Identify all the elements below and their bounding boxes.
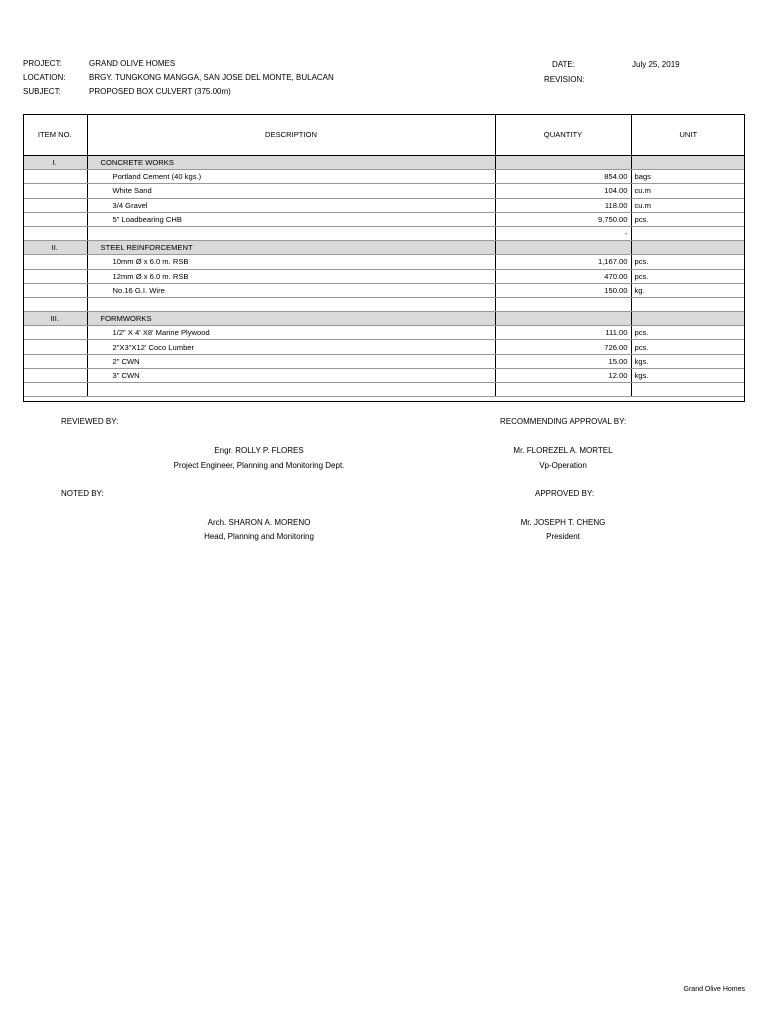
description-cell: CONCRETE WORKS [87,156,495,170]
quantity-cell [495,312,631,326]
quantity-cell: 111.00 [495,326,631,340]
description-cell: 1/2" X 4' X8' Marine Plywood [87,326,495,340]
quantity-cell [495,241,631,255]
quantity-cell: 854.00 [495,170,631,184]
bill-of-quantities-table [23,114,745,397]
unit-cell [631,226,745,240]
unit-cell [631,297,745,311]
item-no-cell [23,354,87,368]
item-no-cell [23,297,87,311]
quantity-cell: 15.00 [495,354,631,368]
date-label: DATE: [552,60,575,69]
quantity-cell: 118.00 [495,198,631,212]
unit-cell [631,241,745,255]
quantity-cell: 12.00 [495,368,631,382]
column-header-unit: UNIT [631,114,745,156]
quantity-cell: 726.00 [495,340,631,354]
table-row [23,383,745,397]
description-cell: 2"X3"X12' Coco Lumber [87,340,495,354]
unit-cell: cu.m [631,184,745,198]
section-row [23,312,745,326]
unit-cell: pcs. [631,326,745,340]
column-header-item-no: ITEM NO. [23,114,87,156]
item-no-cell [23,368,87,382]
quantity-cell: 150.00 [495,283,631,297]
description-cell: Portland Cement (40 kgs.) [87,170,495,184]
subject-value: PROPOSED BOX CULVERT (375.00m) [89,87,231,96]
table-row [23,368,745,382]
quantity-cell [495,156,631,170]
item-no-cell: II. [23,241,87,255]
table-row [23,283,745,297]
approver-title: President [546,532,580,541]
recommending-approval-label: RECOMMENDING APPROVAL BY: [500,417,627,426]
unit-cell: kg. [631,283,745,297]
description-cell: No.16 G.I. Wire [87,283,495,297]
quantity-cell [495,383,631,397]
project-value: GRAND OLIVE HOMES [89,59,176,68]
description-cell [87,383,495,397]
table-row [23,212,745,226]
description-cell [87,226,495,240]
item-no-cell: I. [23,156,87,170]
recommender-name: Mr. FLOREZEL A. MORTEL [513,446,613,455]
recommender-title: Vp-Operation [539,461,587,470]
project-label: PROJECT: [23,59,62,68]
quantity-cell: 470.00 [495,269,631,283]
item-no-cell [23,269,87,283]
quantity-cell: 1,167.00 [495,255,631,269]
table-row [23,255,745,269]
description-cell: 12mm Ø x 6.0 m. RSB [87,269,495,283]
unit-cell [631,312,745,326]
reviewer-title: Project Engineer, Planning and Monitoring Dept. [173,461,345,470]
reviewed-by-label: REVIEWED BY: [61,417,119,426]
description-cell: FORMWORKS [87,312,495,326]
item-no-cell [23,226,87,240]
table-row [23,269,745,283]
item-no-cell [23,198,87,212]
unit-cell [631,156,745,170]
quantity-cell: 104.00 [495,184,631,198]
item-no-cell [23,283,87,297]
table-body [23,156,745,397]
table-row [23,226,745,240]
unit-cell: bags [631,170,745,184]
table-row [23,198,745,212]
description-cell: 5" Loadbearing CHB [87,212,495,226]
table-row [23,340,745,354]
location-value: BRGY. TUNGKONG MANGGA, SAN JOSE DEL MONTE, BULACAN [89,73,334,82]
reviewer-name: Engr. ROLLY P. FLORES [214,446,304,455]
subject-label: SUBJECT: [23,87,61,96]
item-no-cell [23,184,87,198]
item-no-cell [23,340,87,354]
item-no-cell [23,170,87,184]
column-header-description: DESCRIPTION [87,114,495,156]
unit-cell: kgs. [631,368,745,382]
section-row [23,241,745,255]
table-row [23,326,745,340]
unit-cell: pcs. [631,212,745,226]
description-cell: 2" CWN [87,354,495,368]
unit-cell: pcs. [631,340,745,354]
description-cell: STEEL REINFORCEMENT [87,241,495,255]
description-cell: 3/4 Gravel [87,198,495,212]
noted-by-label: NOTED BY: [61,489,104,498]
unit-cell: pcs. [631,269,745,283]
table-row [23,170,745,184]
table-row [23,354,745,368]
table-row [23,297,745,311]
noter-name: Arch. SHARON A. MORENO [207,518,311,527]
table-header-row [23,114,745,156]
description-cell: 10mm Ø x 6.0 m. RSB [87,255,495,269]
quantity-cell: 9,750.00 [495,212,631,226]
item-no-cell [23,326,87,340]
item-no-cell [23,383,87,397]
revision-label: REVISION: [544,75,585,84]
unit-cell [631,383,745,397]
unit-cell: cu.m [631,198,745,212]
item-no-cell [23,255,87,269]
approver-name: Mr. JOSEPH T. CHENG [520,518,606,527]
item-no-cell: III. [23,312,87,326]
date-value: July 25, 2019 [632,60,680,69]
quantity-cell [495,297,631,311]
description-cell: 3" CWN [87,368,495,382]
noter-title: Head, Planning and Monitoring [204,532,314,541]
quantity-cell: - [495,226,631,240]
unit-cell: kgs. [631,354,745,368]
item-no-cell [23,212,87,226]
unit-cell: pcs. [631,255,745,269]
description-cell [87,297,495,311]
section-row [23,156,745,170]
approved-by-label: APPROVED BY: [535,489,595,498]
location-label: LOCATION: [23,73,66,82]
description-cell: White Sand [87,184,495,198]
column-header-quantity: QUANTITY [495,114,631,156]
table-row [23,184,745,198]
footer-text: Grand Olive Homes [683,986,745,993]
